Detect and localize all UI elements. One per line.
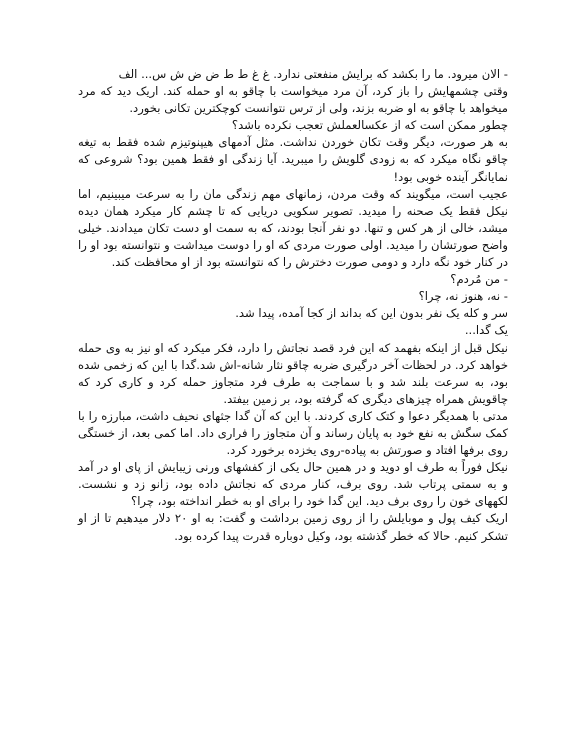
paragraph-11: مدتی با همدیگر دعوا و کتک کاری کردند. با این که آن گدا جثهای نحیف داشت، مبارزه را با کمک سگش به نفع خود به پایان رساند و آن متجاوز را فراری داد. اما کمی بعد، از خستگی روی برفها افتاد و صورتش به پیاده-روی یخزده برخورد کرد. (78, 408, 508, 458)
paragraph-13: اریک کیف پول و موبایلش را از روی زمین برداشت و گفت: به او ۲۰ دلار میدهیم تا از او تشکر کنیم. حالا که خطر گذشته بود، وکیل دوباره قدرت پیدا کرده بود. (78, 511, 508, 543)
paragraph-3: چطور ممکن است که از عکسالعملش تعجب نکرده باشد؟ (231, 118, 508, 133)
paragraph-7: - نه، هنوز نه، چرا؟ (418, 289, 508, 304)
paragraph-1: - الان میرود. ما را بکشد که برایش منفعتی ندارد. غ غ ط ط ض ض ش س... الف (118, 67, 508, 81)
paragraph-6: - من مُردم؟ (450, 272, 508, 287)
paragraph-4: به هر صورت، دیگر وقت تکان خوردن نداشت. مثل آدمهای هیپنوتیزم شده فقط به تیغه چاقو نگاه میکرد که به زودی گلویش را میبرید. آیا زندگی او فقط همین بود؟ شروعی که نمایانگر آینده خوبی بود! (78, 135, 508, 184)
paragraph-8: سر و کله یک نفر بدون این که بداند از کجا آمده، پیدا شد. (235, 306, 508, 321)
document-page (78, 66, 508, 545)
paragraph-9: یک گدا... (464, 323, 508, 338)
paragraph-2: وقتی چشمهایش را باز کرد، آن مرد میخواست با چاقو به او حمله کند. اریک دید که مرد میخواهد با چاقو به او ضربه بزند، ولی از ترس نتوانست کوچکترین تکانی بخورد. (78, 84, 508, 116)
paragraph-10: نیکل قبل از اینکه بفهمد که این فرد قصد نجاتش را دارد، فکر میکرد که او نیز به وی حمله خواهد کرد. در لحظات آخر درگیری ضربه چاقو نثار شانه-اش شد.گدا با این که زخمی شده بود، به سرعت بلند شد و با سماجت به طرف فرد متجاوز حمله کرد و کاری کرد که چاقویش همراه چیزهای دیگری که گرفته بود، بر زمین بیفتد. (78, 340, 508, 406)
paragraph-5: عجیب است، میگویند که وقت مردن، زمانهای مهم زندگی مان را به سرعت میبینیم، اما نیکل فقط یک صحنه را میدید. تصویر سکویی دریایی که تا چشم کار میکرد همان دیده میشد، خالی از هر کس و تنها. دو نفر آنجا بودند، که به سمت او دست تکان میدادند. خیلی واضح صورتشان را میدید. اولی صورت مردی که او را دوست میداشت و نتوانسته بود او را در کنار خود نگه دارد و دومی صورت دخترش را که نتوانسته بود از او محافظت کند. (78, 186, 508, 270)
paragraph-12: نیکل فوراً به طرف او دوید و در همین حال یکی از کفشهای ورنی زیبایش از پای او در آمد و به سمتی پرتاب شد. روی برف، کنار مردی که نجاتش داده بود، زانو زد و نشست. لکههای خون را روی برف دید. این گدا خود را برای او به خطر انداخته بود، چرا؟ (78, 460, 508, 509)
